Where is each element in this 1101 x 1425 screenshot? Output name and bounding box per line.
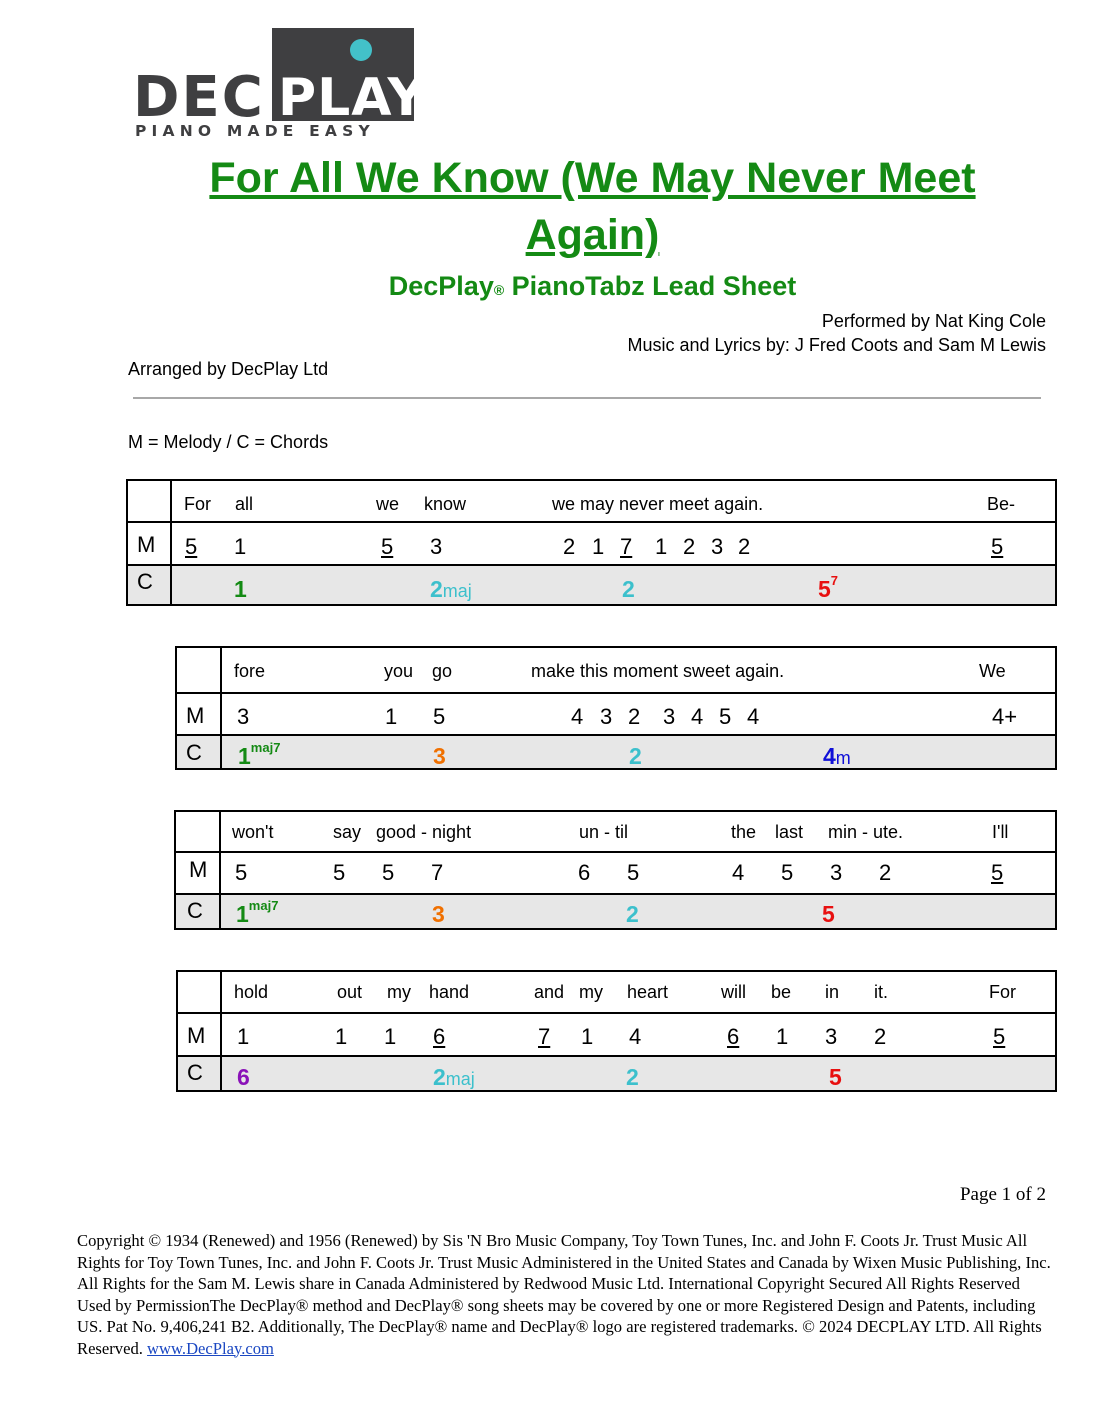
lyric: go xyxy=(432,661,453,681)
lyrics-row xyxy=(177,648,1055,692)
lyric: will xyxy=(721,982,746,1002)
melody-note: 5 xyxy=(235,860,248,885)
melody-row xyxy=(177,692,1055,734)
chord xyxy=(822,901,835,928)
melody-note: 4 xyxy=(732,860,745,885)
subtitle-rest: PianoTabz Lead Sheet xyxy=(504,271,797,301)
subtitle-brand: DecPlay xyxy=(388,271,494,301)
lyric: Be- xyxy=(987,494,1016,514)
lyric: For xyxy=(184,494,211,514)
melody-note: 2 xyxy=(683,534,696,559)
melody-note: 1 xyxy=(592,534,605,559)
chords-label: C xyxy=(137,569,153,594)
logo-dot xyxy=(350,39,372,61)
chord xyxy=(823,743,851,770)
lyric: heart xyxy=(627,982,669,1002)
melody-note: 1 xyxy=(335,1024,348,1049)
melody-note: 5 xyxy=(719,704,732,729)
logo-play-text: PLAY xyxy=(278,68,427,128)
chords-row xyxy=(176,893,1055,928)
column-divider xyxy=(220,648,222,768)
lyric: For xyxy=(989,982,1016,1002)
lyric: good - night xyxy=(376,822,472,842)
lyric: all xyxy=(235,494,254,514)
chord-number: 1 xyxy=(236,901,249,927)
chord xyxy=(829,1064,842,1091)
melody-label: M xyxy=(137,532,156,557)
melody-note: 1 xyxy=(776,1024,789,1049)
melody-note: 2 xyxy=(874,1024,887,1049)
chord xyxy=(433,743,446,770)
melody-note: 2 xyxy=(563,534,576,559)
lead-sheet-system-1 xyxy=(126,479,1057,606)
page-number: Page 1 of 2 xyxy=(959,1184,1046,1205)
lyric: it. xyxy=(874,982,889,1002)
melody-note: 3 xyxy=(237,704,250,729)
song-title: For All We Know (We May Never Meet Again) xyxy=(209,154,976,259)
chords-row xyxy=(177,734,1055,768)
melody-note: 3 xyxy=(830,860,843,885)
lyric: won't xyxy=(232,822,274,842)
lead-sheet-system-2 xyxy=(175,646,1057,770)
melody-note: 4+ xyxy=(992,704,1018,729)
lyric: fore xyxy=(234,661,266,681)
chord xyxy=(237,1064,250,1091)
chord xyxy=(626,1064,639,1091)
melody-note: 1 xyxy=(385,704,398,729)
melody-note: 2 xyxy=(879,860,892,885)
melody-note: 5 xyxy=(333,860,346,885)
lyric: I'll xyxy=(992,822,1009,842)
lyric: you xyxy=(384,661,414,681)
written-by: Music and Lyrics by: J Fred Coots and Sam M Lewis xyxy=(627,335,1046,355)
chord xyxy=(234,576,247,603)
melody-note: 6 xyxy=(727,1024,740,1049)
lyric: my xyxy=(387,982,411,1002)
melody-note: 5 xyxy=(627,860,640,885)
melody-label: M xyxy=(187,1023,206,1048)
melody-note: 6 xyxy=(433,1024,446,1049)
chord xyxy=(626,901,639,928)
chord-number: 1 xyxy=(238,743,251,769)
divider xyxy=(133,397,1041,399)
melody-note: 4 xyxy=(571,704,584,729)
logo-tagline: PIANO MADE EASY xyxy=(135,122,375,140)
chord-number: 2 xyxy=(629,743,642,769)
column-divider xyxy=(220,972,222,1090)
melody-note: 7 xyxy=(620,534,633,559)
melody-note: 1 xyxy=(237,1024,250,1049)
website-link[interactable]: www.DecPlay.com xyxy=(147,1338,274,1358)
chord-superscript: maj7 xyxy=(248,898,279,914)
chord-superscript: maj7 xyxy=(250,740,281,756)
lyrics-row xyxy=(178,972,1055,1012)
melody-label: M xyxy=(186,703,205,728)
chord-number: 5 xyxy=(822,901,835,927)
lyric: we xyxy=(376,494,400,514)
chord xyxy=(818,573,839,603)
melody-note: 5 xyxy=(991,534,1004,559)
melody-label: M xyxy=(189,857,208,882)
chord-number: 6 xyxy=(237,1064,250,1090)
melody-note: 1 xyxy=(655,534,668,559)
column-divider xyxy=(219,812,221,928)
chords-label: C xyxy=(187,898,203,923)
chord xyxy=(622,576,635,603)
lyric: min - ute. xyxy=(828,822,904,842)
sheet-subtitle xyxy=(150,266,1035,310)
lead-sheet-system-3 xyxy=(174,810,1057,930)
copyright-notice xyxy=(77,1230,1052,1359)
chord-number: 3 xyxy=(433,743,446,769)
melody-note: 4 xyxy=(747,704,760,729)
chord-number: 5 xyxy=(818,576,831,602)
melody-note: 4 xyxy=(629,1024,642,1049)
chords-label: C xyxy=(187,1060,203,1085)
melody-note: 1 xyxy=(581,1024,594,1049)
melody-note: 5 xyxy=(185,534,198,559)
chord-number: 3 xyxy=(432,901,445,927)
lyric: hold xyxy=(234,982,269,1002)
chords-row xyxy=(128,564,1055,604)
decplay-logo xyxy=(133,28,427,140)
lyric: we may never meet again. xyxy=(552,494,764,514)
melody-row xyxy=(178,1012,1055,1055)
lyric: say xyxy=(333,822,362,842)
chord-number: 5 xyxy=(829,1064,842,1090)
melody-note: 6 xyxy=(578,860,591,885)
chord xyxy=(430,576,472,603)
chord-number: 2 xyxy=(622,576,635,602)
melody-note: 7 xyxy=(538,1024,551,1049)
melody-row xyxy=(128,521,1055,564)
lyric: my xyxy=(579,982,603,1002)
lyric: know xyxy=(424,494,467,514)
chord-number: 1 xyxy=(234,576,247,602)
column-divider xyxy=(170,481,172,604)
chord xyxy=(236,898,279,928)
chords-label: C xyxy=(186,740,202,765)
lyric: be xyxy=(771,982,792,1002)
chords-row xyxy=(178,1055,1055,1090)
melody-note: 3 xyxy=(430,534,443,559)
chord-superscript: 7 xyxy=(830,573,839,589)
performed-by: Performed by Nat King Cole xyxy=(821,311,1046,331)
melody-note: 5 xyxy=(991,860,1004,885)
chord-number: 2 xyxy=(430,576,443,602)
lyrics-row xyxy=(128,481,1055,521)
lyric: un - til xyxy=(579,822,629,842)
lyric: the xyxy=(731,822,757,842)
arranged-by: Arranged by DecPlay Ltd xyxy=(128,359,329,379)
melody-note: 5 xyxy=(382,860,395,885)
lyric: We xyxy=(979,661,1006,681)
lyric: hand xyxy=(429,982,470,1002)
chord-number: 4 xyxy=(823,743,836,769)
legend: M = Melody / C = Chords xyxy=(128,432,329,452)
melody-note: 3 xyxy=(600,704,613,729)
melody-note: 4 xyxy=(691,704,704,729)
melody-note: 3 xyxy=(825,1024,838,1049)
chord-number: 2 xyxy=(626,901,639,927)
melody-note: 3 xyxy=(711,534,724,559)
chord-suffix: maj xyxy=(442,581,472,601)
chord-number: 2 xyxy=(626,1064,639,1090)
chord xyxy=(238,740,281,770)
copyright-text: Copyright © 1934 (Renewed) and 1956 (Renewed) by Sis 'N Bro Music Company, Toy Town Tunes, Inc. and John F. Coots Jr. Trust Music All Rights for Toy Town Tunes, Inc. and John F. Coots Jr. Trust Music Administered in the United States and Canada by Wixen Music Publishing, Inc. All Rights for the Sam M. Lewis share in Canada Administered by Redwood Music Ltd. International Copyright Secured All Rights Reserved Used by PermissionThe DecPlay® method and DecPlay® song sheets may be covered by one or more Registered Design and Patents, including US. Pat No. 9,406,241 B2. Additionally, The DecPlay® name and DecPlay® logo are registered trademarks. © 2024 DECPLAY LTD. All Rights Reserved. xyxy=(77,1231,1051,1358)
lyric: make this moment sweet again. xyxy=(531,661,785,681)
chord-suffix: maj xyxy=(445,1069,475,1089)
lyrics-row xyxy=(176,812,1055,851)
chord xyxy=(433,1064,475,1091)
registered-mark: ® xyxy=(493,282,505,298)
lyric: in xyxy=(825,982,840,1002)
lyric: last xyxy=(775,822,804,842)
chord xyxy=(629,743,642,770)
melody-row xyxy=(176,851,1055,893)
melody-note: 1 xyxy=(384,1024,397,1049)
melody-note: 2 xyxy=(628,704,641,729)
chord-suffix: m xyxy=(835,748,851,768)
melody-note: 2 xyxy=(738,534,751,559)
melody-note: 5 xyxy=(381,534,394,559)
chord-number: 2 xyxy=(433,1064,446,1090)
chord xyxy=(432,901,445,928)
melody-note: 7 xyxy=(431,860,444,885)
logo-dec-text: DEC xyxy=(133,65,265,130)
melody-note: 5 xyxy=(993,1024,1006,1049)
melody-note: 5 xyxy=(433,704,446,729)
lyric: out xyxy=(337,982,363,1002)
lyric: and xyxy=(534,982,565,1002)
melody-note: 5 xyxy=(781,860,794,885)
melody-note: 3 xyxy=(663,704,676,729)
lead-sheet-system-4 xyxy=(176,970,1057,1092)
melody-note: 1 xyxy=(234,534,247,559)
